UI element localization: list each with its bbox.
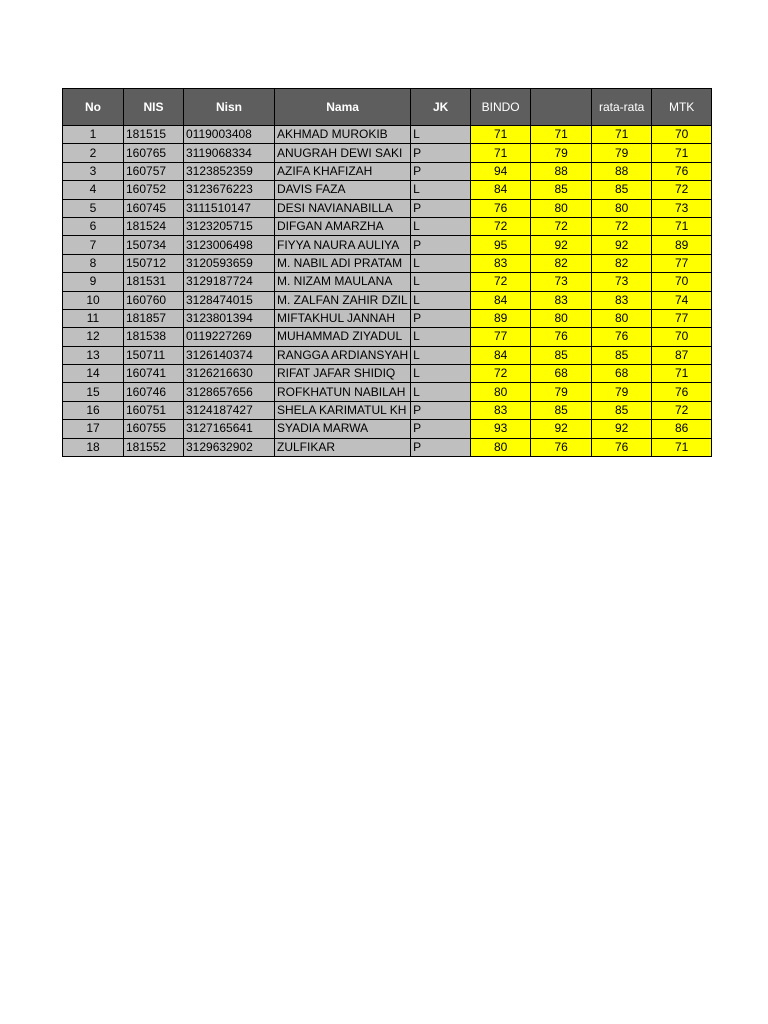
cell-rata-rata[interactable]: 92 xyxy=(592,420,652,438)
cell-rata-rata[interactable]: 76 xyxy=(592,328,652,346)
cell-blank-col[interactable]: 80 xyxy=(531,199,592,217)
cell-bindo[interactable]: 84 xyxy=(471,181,531,199)
cell-bindo[interactable]: 94 xyxy=(471,162,531,180)
cell-bindo[interactable]: 95 xyxy=(471,236,531,254)
header-row xyxy=(63,89,712,126)
cell-jk[interactable]: P xyxy=(411,420,471,438)
cell-no[interactable]: 11 xyxy=(63,309,124,327)
cell-mtk[interactable]: 71 xyxy=(652,365,712,383)
cell-jk[interactable]: P xyxy=(411,309,471,327)
cell-nama[interactable]: FIYYA NAURA AULIYA xyxy=(275,236,411,254)
cell-mtk[interactable]: 71 xyxy=(652,144,712,162)
cell-nis[interactable]: 160751 xyxy=(124,401,184,419)
cell-jk[interactable]: L xyxy=(411,291,471,309)
header-mtk[interactable]: MTK xyxy=(652,89,712,126)
cell-blank-col[interactable]: 68 xyxy=(531,365,592,383)
cell-nama[interactable]: M. ZALFAN ZAHIR DZIL xyxy=(275,291,411,309)
cell-nis[interactable]: 160755 xyxy=(124,420,184,438)
table-row xyxy=(63,420,712,438)
cell-bindo[interactable]: 72 xyxy=(471,273,531,291)
cell-rata-rata[interactable]: 73 xyxy=(592,273,652,291)
cell-mtk[interactable]: 87 xyxy=(652,346,712,364)
table-row xyxy=(63,236,712,254)
cell-nisn[interactable]: 3123006498 xyxy=(184,236,275,254)
cell-nis[interactable]: 150711 xyxy=(124,346,184,364)
cell-blank-col[interactable]: 82 xyxy=(531,254,592,272)
header-blank[interactable] xyxy=(531,89,592,126)
cell-bindo[interactable]: 71 xyxy=(471,126,531,144)
table-row xyxy=(63,217,712,235)
cell-blank-col[interactable]: 71 xyxy=(531,126,592,144)
cell-rata-rata[interactable]: 68 xyxy=(592,365,652,383)
cell-jk[interactable]: P xyxy=(411,236,471,254)
cell-nama[interactable]: DIFGAN AMARZHA xyxy=(275,217,411,235)
cell-nisn[interactable]: 3128474015 xyxy=(184,291,275,309)
cell-bindo[interactable]: 93 xyxy=(471,420,531,438)
table-row xyxy=(63,291,712,309)
cell-jk[interactable]: L xyxy=(411,181,471,199)
cell-bindo[interactable]: 77 xyxy=(471,328,531,346)
cell-rata-rata[interactable]: 82 xyxy=(592,254,652,272)
cell-no[interactable]: 16 xyxy=(63,401,124,419)
table-row xyxy=(63,126,712,144)
table-row xyxy=(63,273,712,291)
cell-blank-col[interactable]: 85 xyxy=(531,346,592,364)
cell-nis[interactable]: 181515 xyxy=(124,126,184,144)
cell-nisn[interactable]: 3126140374 xyxy=(184,346,275,364)
cell-nama[interactable]: ROFKHATUN NABILAH xyxy=(275,383,411,401)
cell-blank-col[interactable]: 72 xyxy=(531,217,592,235)
cell-mtk[interactable]: 76 xyxy=(652,383,712,401)
header-rata-rata[interactable]: rata-rata xyxy=(592,89,652,126)
cell-blank-col[interactable]: 85 xyxy=(531,181,592,199)
header-nama[interactable]: Nama xyxy=(275,89,411,126)
cell-bindo[interactable]: 84 xyxy=(471,346,531,364)
cell-mtk[interactable]: 73 xyxy=(652,199,712,217)
cell-nama[interactable]: DESI NAVIANABILLA xyxy=(275,199,411,217)
cell-jk[interactable]: P xyxy=(411,401,471,419)
cell-blank-col[interactable]: 92 xyxy=(531,236,592,254)
cell-no[interactable]: 18 xyxy=(63,438,124,456)
header-no[interactable]: No xyxy=(63,89,124,126)
cell-bindo[interactable]: 80 xyxy=(471,438,531,456)
cell-bindo[interactable]: 72 xyxy=(471,217,531,235)
cell-nis[interactable]: 181524 xyxy=(124,217,184,235)
cell-nama[interactable]: MIFTAKHUL JANNAH xyxy=(275,309,411,327)
cell-blank-col[interactable]: 76 xyxy=(531,438,592,456)
cell-nis[interactable]: 160765 xyxy=(124,144,184,162)
table-row xyxy=(63,144,712,162)
cell-mtk[interactable]: 72 xyxy=(652,181,712,199)
cell-rata-rata[interactable]: 72 xyxy=(592,217,652,235)
cell-nis[interactable]: 181531 xyxy=(124,273,184,291)
cell-mtk[interactable]: 77 xyxy=(652,309,712,327)
table-row xyxy=(63,346,712,364)
cell-nisn[interactable]: 0119003408 xyxy=(184,126,275,144)
header-nisn[interactable]: Nisn xyxy=(184,89,275,126)
cell-mtk[interactable]: 77 xyxy=(652,254,712,272)
cell-no[interactable]: 5 xyxy=(63,199,124,217)
cell-blank-col[interactable]: 85 xyxy=(531,401,592,419)
cell-jk[interactable]: L xyxy=(411,254,471,272)
cell-rata-rata[interactable]: 85 xyxy=(592,346,652,364)
cell-no[interactable]: 1 xyxy=(63,126,124,144)
cell-no[interactable]: 9 xyxy=(63,273,124,291)
cell-rata-rata[interactable]: 85 xyxy=(592,401,652,419)
cell-blank-col[interactable]: 88 xyxy=(531,162,592,180)
cell-no[interactable]: 15 xyxy=(63,383,124,401)
cell-nisn[interactable]: 3123205715 xyxy=(184,217,275,235)
cell-nis[interactable]: 150712 xyxy=(124,254,184,272)
cell-nis[interactable]: 181857 xyxy=(124,309,184,327)
cell-bindo[interactable]: 89 xyxy=(471,309,531,327)
cell-nis[interactable]: 150734 xyxy=(124,236,184,254)
header-jk[interactable]: JK xyxy=(411,89,471,126)
cell-nama[interactable]: RIFAT JAFAR SHIDIQ xyxy=(275,365,411,383)
header-nis[interactable]: NIS xyxy=(124,89,184,126)
cell-nama[interactable]: SHELA KARIMATUL KH xyxy=(275,401,411,419)
cell-nisn[interactable]: 3120593659 xyxy=(184,254,275,272)
cell-nama[interactable]: SYADIA MARWA xyxy=(275,420,411,438)
cell-nisn[interactable]: 3128657656 xyxy=(184,383,275,401)
cell-bindo[interactable]: 76 xyxy=(471,199,531,217)
cell-jk[interactable]: L xyxy=(411,273,471,291)
cell-jk[interactable]: L xyxy=(411,328,471,346)
cell-nama[interactable]: ANUGRAH DEWI SAKI xyxy=(275,144,411,162)
cell-jk[interactable]: P xyxy=(411,144,471,162)
cell-no[interactable]: 12 xyxy=(63,328,124,346)
cell-rata-rata[interactable]: 76 xyxy=(592,438,652,456)
cell-jk[interactable]: P xyxy=(411,162,471,180)
cell-nama[interactable]: MUHAMMAD ZIYADUL xyxy=(275,328,411,346)
cell-blank-col[interactable]: 73 xyxy=(531,273,592,291)
table-row xyxy=(63,309,712,327)
table-row xyxy=(63,254,712,272)
cell-rata-rata[interactable]: 88 xyxy=(592,162,652,180)
cell-mtk[interactable]: 72 xyxy=(652,401,712,419)
cell-nisn[interactable]: 3111510147 xyxy=(184,199,275,217)
student-grade-table xyxy=(62,88,712,457)
cell-no[interactable]: 13 xyxy=(63,346,124,364)
cell-mtk[interactable]: 71 xyxy=(652,438,712,456)
cell-nis[interactable]: 160757 xyxy=(124,162,184,180)
cell-rata-rata[interactable]: 71 xyxy=(592,126,652,144)
cell-no[interactable]: 6 xyxy=(63,217,124,235)
cell-rata-rata[interactable]: 79 xyxy=(592,144,652,162)
cell-bindo[interactable]: 83 xyxy=(471,401,531,419)
cell-bindo[interactable]: 71 xyxy=(471,144,531,162)
cell-mtk[interactable]: 86 xyxy=(652,420,712,438)
cell-no[interactable]: 7 xyxy=(63,236,124,254)
cell-nisn[interactable]: 3123852359 xyxy=(184,162,275,180)
cell-rata-rata[interactable]: 80 xyxy=(592,309,652,327)
cell-mtk[interactable]: 71 xyxy=(652,217,712,235)
cell-no[interactable]: 14 xyxy=(63,365,124,383)
table-row xyxy=(63,181,712,199)
cell-no[interactable]: 2 xyxy=(63,144,124,162)
table-row xyxy=(63,199,712,217)
cell-nis[interactable]: 160752 xyxy=(124,181,184,199)
cell-blank-col[interactable]: 76 xyxy=(531,328,592,346)
cell-nisn[interactable]: 3123801394 xyxy=(184,309,275,327)
cell-jk[interactable]: L xyxy=(411,365,471,383)
table-body xyxy=(63,126,712,457)
cell-no[interactable]: 10 xyxy=(63,291,124,309)
cell-blank-col[interactable]: 80 xyxy=(531,309,592,327)
cell-blank-col[interactable]: 83 xyxy=(531,291,592,309)
cell-nama[interactable]: AKHMAD MUROKIB xyxy=(275,126,411,144)
cell-bindo[interactable]: 80 xyxy=(471,383,531,401)
cell-nama[interactable]: AZIFA KHAFIZAH xyxy=(275,162,411,180)
cell-nisn[interactable]: 3126216630 xyxy=(184,365,275,383)
cell-mtk[interactable]: 89 xyxy=(652,236,712,254)
cell-nama[interactable]: M. NABIL ADI PRATAM xyxy=(275,254,411,272)
cell-nis[interactable]: 160745 xyxy=(124,199,184,217)
table-row xyxy=(63,401,712,419)
cell-nisn[interactable]: 3127165641 xyxy=(184,420,275,438)
cell-nama[interactable]: M. NIZAM MAULANA xyxy=(275,273,411,291)
cell-nis[interactable]: 160746 xyxy=(124,383,184,401)
cell-nama[interactable]: RANGGA ARDIANSYAH xyxy=(275,346,411,364)
header-bindo[interactable]: BINDO xyxy=(471,89,531,126)
cell-nama[interactable]: DAVIS FAZA xyxy=(275,181,411,199)
cell-blank-col[interactable]: 92 xyxy=(531,420,592,438)
table-row xyxy=(63,365,712,383)
cell-mtk[interactable]: 70 xyxy=(652,328,712,346)
cell-blank-col[interactable]: 79 xyxy=(531,144,592,162)
cell-rata-rata[interactable]: 80 xyxy=(592,199,652,217)
cell-jk[interactable]: L xyxy=(411,346,471,364)
cell-jk[interactable]: L xyxy=(411,383,471,401)
cell-blank-col[interactable]: 79 xyxy=(531,383,592,401)
cell-nisn[interactable]: 0119227269 xyxy=(184,328,275,346)
cell-rata-rata[interactable]: 92 xyxy=(592,236,652,254)
table-row xyxy=(63,328,712,346)
cell-jk[interactable]: P xyxy=(411,438,471,456)
table-row xyxy=(63,162,712,180)
cell-nis[interactable]: 160760 xyxy=(124,291,184,309)
cell-jk[interactable]: P xyxy=(411,199,471,217)
cell-bindo[interactable]: 83 xyxy=(471,254,531,272)
cell-mtk[interactable]: 74 xyxy=(652,291,712,309)
cell-no[interactable]: 3 xyxy=(63,162,124,180)
cell-rata-rata[interactable]: 83 xyxy=(592,291,652,309)
cell-jk[interactable]: L xyxy=(411,126,471,144)
table-row xyxy=(63,438,712,456)
cell-nis[interactable]: 181552 xyxy=(124,438,184,456)
cell-nama[interactable]: ZULFIKAR xyxy=(275,438,411,456)
cell-nisn[interactable]: 3124187427 xyxy=(184,401,275,419)
cell-mtk[interactable]: 70 xyxy=(652,126,712,144)
cell-no[interactable]: 4 xyxy=(63,181,124,199)
cell-rata-rata[interactable]: 79 xyxy=(592,383,652,401)
table-row xyxy=(63,383,712,401)
cell-bindo[interactable]: 84 xyxy=(471,291,531,309)
cell-nisn[interactable]: 3123676223 xyxy=(184,181,275,199)
cell-nisn[interactable]: 3119068334 xyxy=(184,144,275,162)
cell-nisn[interactable]: 3129187724 xyxy=(184,273,275,291)
cell-jk[interactable]: L xyxy=(411,217,471,235)
cell-bindo[interactable]: 72 xyxy=(471,365,531,383)
cell-mtk[interactable]: 76 xyxy=(652,162,712,180)
cell-no[interactable]: 17 xyxy=(63,420,124,438)
cell-nis[interactable]: 160741 xyxy=(124,365,184,383)
cell-rata-rata[interactable]: 85 xyxy=(592,181,652,199)
cell-nisn[interactable]: 3129632902 xyxy=(184,438,275,456)
cell-no[interactable]: 8 xyxy=(63,254,124,272)
cell-mtk[interactable]: 70 xyxy=(652,273,712,291)
cell-nis[interactable]: 181538 xyxy=(124,328,184,346)
